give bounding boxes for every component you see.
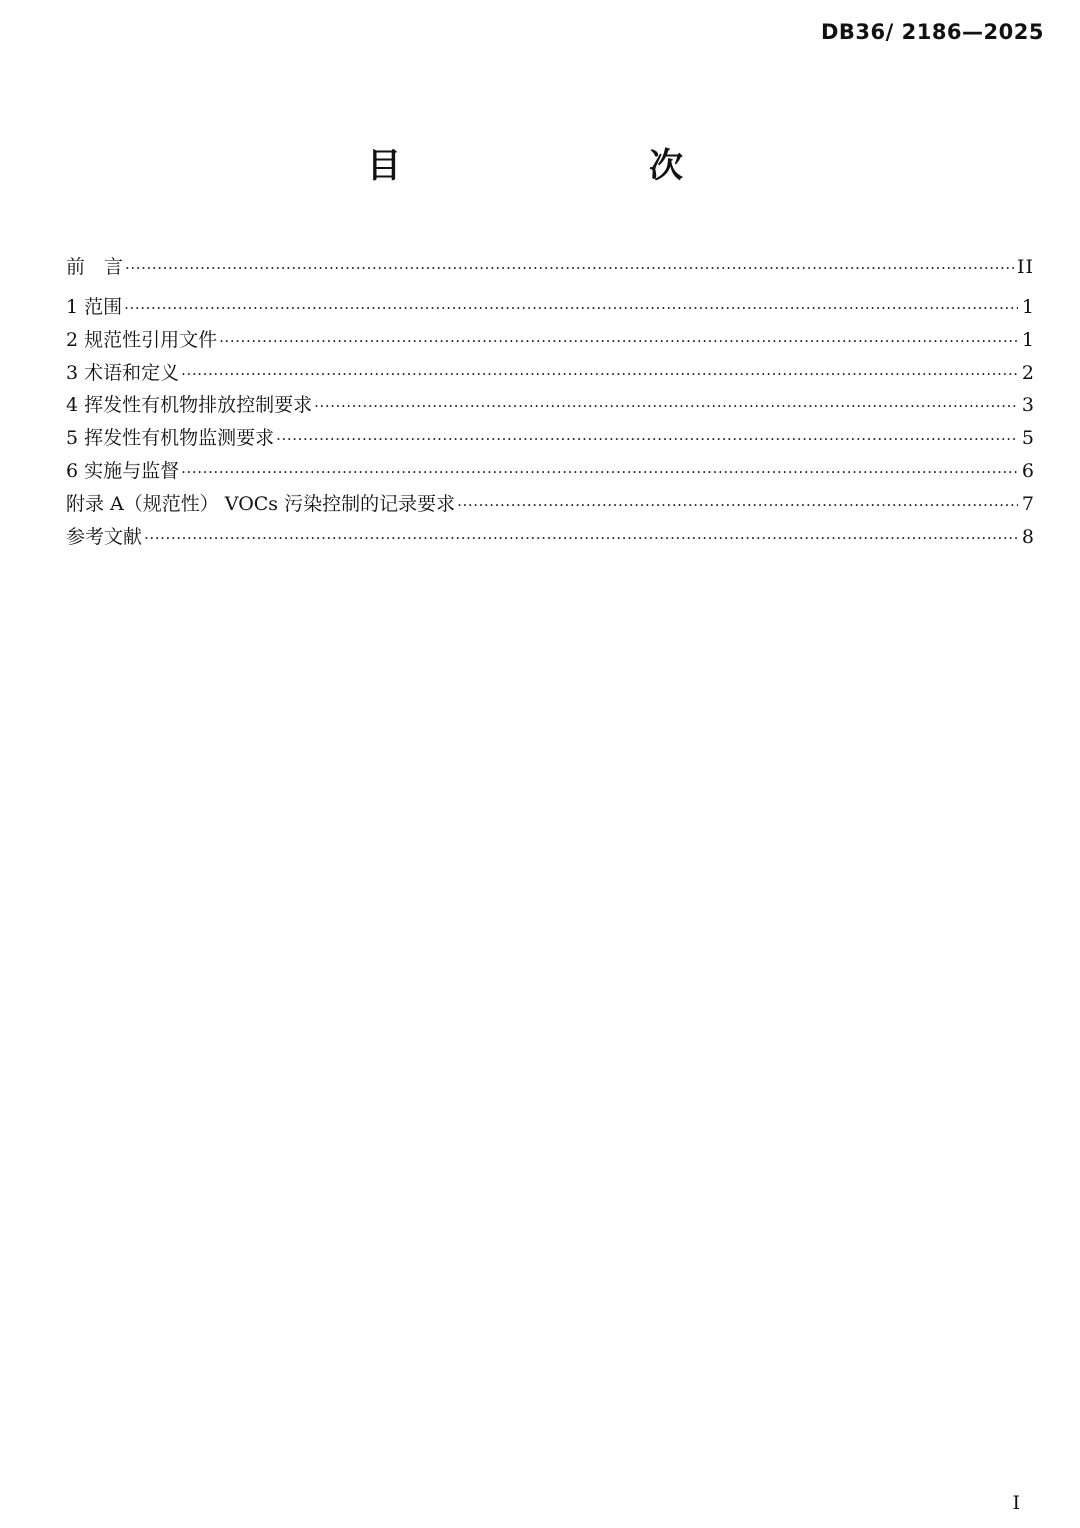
toc-leader-dots: [457, 496, 1018, 514]
toc-entry-bibliography[interactable]: [66, 522, 1034, 555]
toc-leader-dots: [181, 365, 1018, 383]
toc-entry-label: 参考文献: [66, 525, 143, 548]
toc-entry-label: 2 规范性引用文件: [66, 328, 218, 351]
toc-entry-page: 7: [1021, 492, 1034, 515]
toc-entry-page: 2: [1021, 361, 1034, 384]
toc-entry-foreword[interactable]: [66, 252, 1034, 292]
toc-entry-label: 前 言: [66, 256, 124, 278]
toc-leader-dots: [314, 397, 1018, 415]
toc-entry-page: 8: [1021, 525, 1034, 548]
toc-entry-label: 5 挥发性有机物监测要求: [66, 427, 275, 450]
toc-entry-page: II: [1016, 256, 1034, 278]
toc-leader-dots: [276, 430, 1018, 448]
toc-entry-label: 6 实施与监督: [66, 459, 180, 482]
toc-entry-label: 1 范围: [66, 296, 123, 318]
toc-entry-emission-control[interactable]: [66, 390, 1034, 423]
toc-entry-scope[interactable]: [66, 292, 1034, 325]
toc-entry-page: 3: [1021, 394, 1034, 417]
toc-entry-page: 1: [1021, 328, 1034, 351]
toc-entry-label: 3 术语和定义: [66, 361, 180, 384]
toc-entry-normative-references[interactable]: [66, 325, 1034, 358]
page-title: 目 次: [367, 146, 743, 186]
toc-entry-label: 附录 A（规范性） VOCs 污染控制的记录要求: [66, 492, 456, 515]
toc-entry-label: 4 挥发性有机物排放控制要求: [66, 394, 313, 417]
toc-entry-page: 1: [1021, 296, 1034, 318]
toc-leader-dots: [125, 259, 1015, 277]
toc-entry-terms-definitions[interactable]: [66, 358, 1034, 391]
toc-leader-dots: [124, 299, 1018, 317]
table-of-contents: [66, 252, 1034, 554]
document-code: DB36/ 2186—2025: [820, 20, 1044, 44]
toc-entry-page: 5: [1021, 427, 1034, 450]
toc-entry-implementation[interactable]: [66, 456, 1034, 489]
toc-leader-dots: [144, 529, 1018, 547]
toc-leader-dots: [219, 332, 1018, 350]
toc-entry-appendix-a[interactable]: [66, 489, 1034, 522]
page-number: I: [1012, 1492, 1020, 1514]
toc-entry-page: 6: [1021, 459, 1034, 482]
toc-leader-dots: [181, 463, 1018, 481]
toc-entry-monitoring[interactable]: [66, 423, 1034, 456]
